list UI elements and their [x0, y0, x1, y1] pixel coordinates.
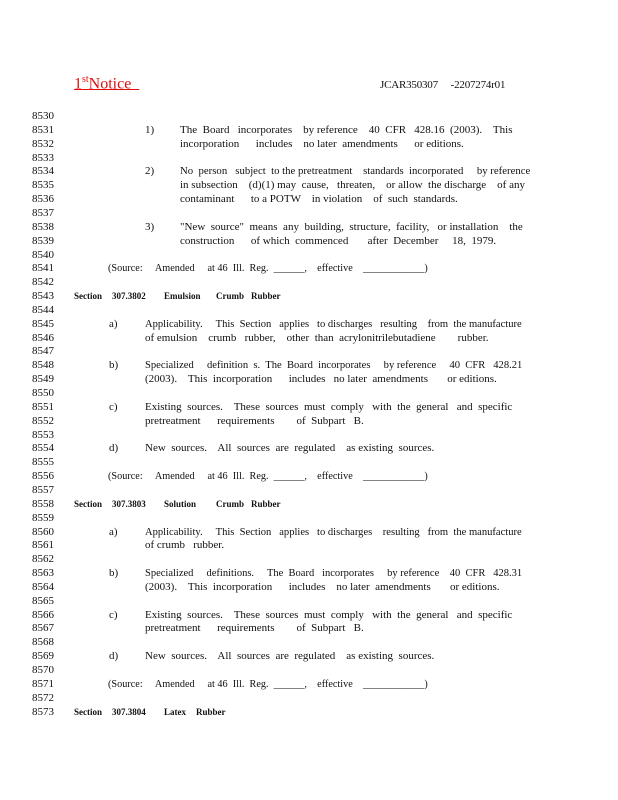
paragraph-label: b) [109, 359, 119, 372]
paragraph-label: b) [109, 567, 119, 580]
paragraph-text-line: New sources. All sources are regulated as existing sources. [145, 442, 435, 455]
item-text-line: contaminant to a POTW in violation of such standards. [180, 193, 458, 206]
line-number: 8535 [32, 179, 54, 192]
paragraph-text-line: Specialized definitions. The Board incorporates by reference 40 CFR 428.31 [145, 567, 523, 580]
section-heading-word: Section [74, 291, 102, 302]
section-heading-word: 307.3803 [112, 498, 146, 509]
item-text-line: The Board incorporates by reference 40 CFR 428.16 (2003). This [180, 123, 513, 136]
paragraph-text-line: New sources. All sources are regulated as existing sources. [145, 650, 435, 663]
line-number: 8541 [32, 262, 54, 275]
line-number: 8565 [32, 594, 54, 607]
item-text-line: No person subject to the pretreatment standards incorporated by reference [180, 165, 531, 178]
line-number: 8533 [32, 151, 54, 164]
paragraph-text-line: (2003). This incorporation includes no later amendments or editions. [145, 373, 497, 386]
line-number: 8544 [32, 303, 54, 316]
section-heading-word: Latex [164, 706, 186, 717]
paragraph-label: a) [109, 525, 118, 538]
paragraph-text-line: (2003). This incorporation includes no later amendments or editions. [145, 580, 500, 593]
line-number: 8547 [32, 345, 54, 358]
line-number: 8564 [32, 580, 54, 593]
section-heading-word: 307.3804 [112, 706, 146, 717]
paragraph-text-line: Existing sources. These sources must comply with the general and specific [145, 608, 513, 621]
document-code: JCAR350307 -2207274r01 [380, 79, 506, 91]
line-number: 8549 [32, 373, 54, 386]
line-number: 8534 [32, 165, 54, 178]
line-number: 8573 [32, 705, 54, 718]
paragraph-text-line: of emulsion crumb rubber, other than acrylonitrilebutadiene rubber. [145, 331, 489, 344]
line-number: 8542 [32, 276, 54, 289]
line-number: 8543 [32, 290, 54, 303]
item-text-line: "New source" means any building, structure, facility, or installation the [180, 220, 523, 233]
line-number: 8559 [32, 511, 54, 524]
paragraph-text-line: pretreatment requirements of Subpart B. [145, 414, 364, 427]
section-heading-word: Section [74, 706, 102, 717]
line-number: 8563 [32, 567, 54, 580]
section-heading-word: Solution [164, 498, 197, 509]
item-number: 1) [145, 123, 155, 136]
line-number: 8532 [32, 137, 54, 150]
section-heading-word: Rubber [251, 498, 281, 509]
line-number: 8572 [32, 691, 54, 704]
line-number: 8548 [32, 359, 54, 372]
section-heading-word: Emulsion [164, 291, 201, 302]
line-number: 8538 [32, 220, 54, 233]
section-heading-word: Section [74, 498, 102, 509]
line-number: 8550 [32, 387, 54, 399]
line-number: 8554 [32, 442, 54, 455]
paragraph-text-line: Existing sources. These sources must comply with the general and specific [145, 400, 513, 413]
item-text-line: incorporation includes no later amendments or editions. [180, 137, 464, 150]
paragraph-label: d) [109, 650, 119, 663]
line-number: 8552 [32, 414, 54, 427]
line-number: 8536 [32, 193, 54, 206]
item-text-line: in subsection (d)(1) may cause, threaten, or allow the discharge of any [180, 179, 525, 192]
paragraph-text-line: Applicability. This Section applies to discharges resulting from the manufacture [145, 525, 522, 538]
line-number: 8546 [32, 331, 54, 344]
line-number: 8569 [32, 650, 54, 663]
line-number: 8551 [32, 400, 54, 413]
line-number: 8560 [32, 525, 54, 538]
line-number: 8566 [32, 608, 54, 621]
item-number: 3) [145, 220, 155, 233]
paragraph-label: d) [109, 442, 119, 455]
line-number: 8553 [32, 428, 54, 441]
paragraph-text-line: of crumb rubber. [145, 539, 225, 552]
line-number: 8531 [32, 123, 54, 136]
paragraph-text-line: pretreatment requirements of Subpart B. [145, 622, 364, 635]
section-heading-word: Crumb [216, 291, 245, 302]
item-number: 2) [145, 165, 155, 178]
line-number: 8558 [32, 497, 54, 510]
section-heading-word: Rubber [196, 706, 226, 717]
paragraph-label: c) [109, 608, 118, 621]
notice-heading: 1stNotice [74, 74, 140, 93]
paragraph-text-line: Specialized definition s. The Board incorporates by reference 40 CFR 428.21 [145, 359, 523, 372]
line-number: 8562 [32, 553, 54, 566]
line-number: 8537 [32, 206, 54, 219]
line-number: 8556 [32, 470, 54, 483]
line-number: 8530 [32, 110, 54, 122]
section-heading-word: 307.3802 [112, 291, 146, 302]
source-note: (Source: Amended at 46 Ill. Reg. ______, effective ____________) [108, 262, 428, 275]
line-number: 8540 [32, 248, 54, 261]
line-number: 8555 [32, 456, 54, 469]
item-text-line: construction of which commenced after December 18, 1979. [180, 234, 497, 247]
section-heading-word: Crumb [216, 498, 245, 509]
source-note: (Source: Amended at 46 Ill. Reg. ______, effective ____________) [108, 677, 428, 690]
paragraph-text-line: Applicability. This Section applies to discharges resulting from the manufacture [145, 317, 522, 330]
line-number: 8545 [32, 317, 54, 330]
line-number: 8567 [32, 622, 54, 635]
source-note: (Source: Amended at 46 Ill. Reg. ______, effective ____________) [108, 470, 428, 483]
section-heading-word: Rubber [251, 291, 281, 302]
line-number: 8570 [32, 664, 54, 676]
line-number: 8571 [32, 677, 54, 690]
paragraph-label: c) [109, 400, 118, 413]
line-number: 8557 [32, 483, 54, 496]
paragraph-label: a) [109, 317, 118, 330]
line-number: 8568 [32, 636, 54, 649]
line-number: 8539 [32, 234, 54, 247]
line-number: 8561 [32, 539, 54, 552]
